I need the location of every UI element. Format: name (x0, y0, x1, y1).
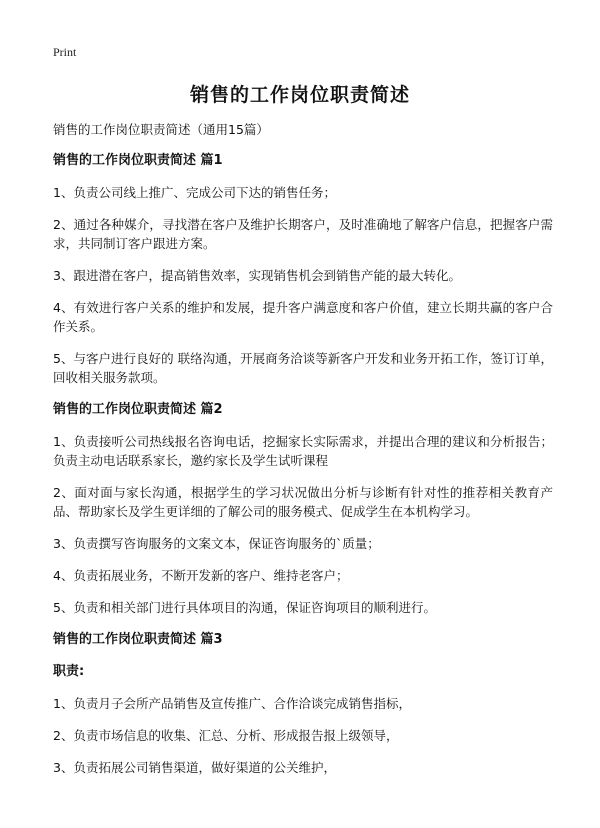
document-subtitle: 销售的工作岗位职责简述（通用15篇） (53, 122, 269, 137)
section-3 (53, 630, 553, 777)
paragraph: 5、与客户进行良好的 联络沟通，开展商务洽谈等新客户开发和业务开拓工作，签订订单，回收相关服务款项。 (53, 351, 553, 385)
section-heading: 销售的工作岗位职责简述 篇3 (53, 632, 223, 647)
paragraph: 1、负责月子会所产品销售及宣传推广、合作洽谈完成销售指标， (53, 696, 411, 711)
section-heading: 销售的工作岗位职责简述 篇1 (53, 153, 223, 168)
paragraph: 1、负责接听公司热线报名咨询电话，挖掘家长实际需求，并提出合理的建议和分析报告；负责主动电话联系家长，邀约家长及学生试听课程 (53, 434, 553, 468)
paragraph: 4、有效进行客户关系的维护和发展，提升客户满意度和客户价值，建立长期共赢的客户合作关系。 (53, 300, 553, 334)
section-1 (53, 151, 553, 387)
print-label: Print (53, 45, 77, 59)
section-heading: 销售的工作岗位职责简述 篇2 (53, 402, 223, 417)
paragraph: 3、跟进潜在客户，提高销售效率，实现销售机会到销售产能的最大转化。 (53, 268, 461, 283)
duties-heading: 职责: (53, 664, 85, 679)
paragraph: 1、负责公司线上推广、完成公司下达的销售任务； (53, 185, 336, 200)
paragraph: 2、面对面与家长沟通，根据学生的学习状况做出分析与诊断有针对性的推荐相关教育产品、帮助家长及学生更详细的了解公司的服务模式、促成学生在本机构学习。 (53, 485, 553, 519)
section-2 (53, 400, 553, 617)
paragraph: 4、负责拓展业务，不断开发新的客户、维持老客户； (53, 568, 349, 583)
document-body (53, 120, 553, 790)
paragraph: 5、负责和相关部门进行具体项目的沟通，保证咨询项目的顺利进行。 (53, 600, 436, 615)
paragraph: 3、负责撰写咨询服务的文案文本，保证咨询服务的`质量； (53, 536, 380, 551)
paragraph: 3、负责拓展公司销售渠道，做好渠道的公关维护， (53, 760, 336, 775)
paragraph: 2、负责市场信息的收集、汇总、分析、形成报告报上级领导， (53, 728, 399, 743)
paragraph: 2、通过各种媒介，寻找潜在客户及维护长期客户，及时准确地了解客户信息，把握客户需求，共同制订客户跟进方案。 (53, 217, 553, 251)
document-title: 销售的工作岗位职责简述 (189, 84, 410, 106)
